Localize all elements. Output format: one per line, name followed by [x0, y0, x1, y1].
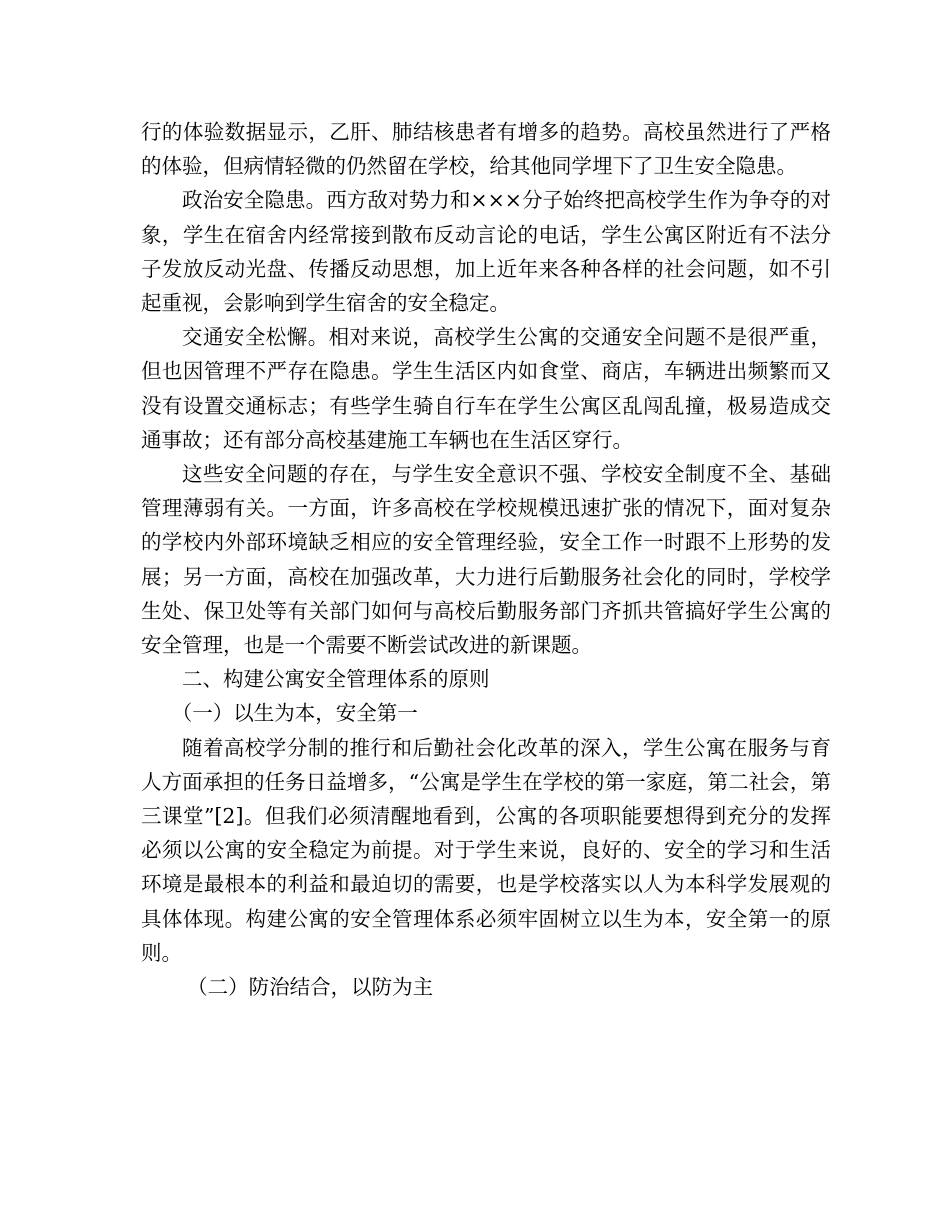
document-page — [141, 0, 831, 1230]
paragraph-traffic-risks: 交通安全松懈。相对来说，高校学生公寓的交通安全问题不是很严重，但也因管理不严存在隐患。学生生活区内如食堂、商店，车辆进出频繁而又没有设置交通标志；有些学生骑自行车在学生公寓区乱闯乱撞，极易造成交通事故；还有部分高校基建施工车辆也在生活区穿行。 — [141, 325, 831, 452]
paragraph-causes: 这些安全问题的存在，与学生安全意识不强、学校安全制度不全、基础管理薄弱有关。一方面，许多高校在学校规模迅速扩张的情况下，面对复杂的学校内外部环境缺乏相应的安全管理经验，安全工作一时跟不上形势的发展；另一方面，高校在加强改革，大力进行后勤服务社会化的同时，学校学生处、保卫处等有关部门如何与高校后勤服务部门齐抓共管搞好学生公寓的安全管理，也是一个需要不断尝试改进的新课题。 — [141, 462, 831, 658]
paragraph-health-risks: 行的体验数据显示，乙肝、肺结核患者有增多的趋势。高校虽然进行了严格的体验，但病情轻微的仍然留在学校，给其他同学埋下了卫生安全隐患。 — [141, 120, 831, 179]
subsection-heading-1: （一）以生为本，安全第一 — [171, 701, 418, 726]
paragraph-student-first: 随着高校学分制的推行和后勤社会化改革的深入，学生公寓在服务与育人方面承担的任务日益增多，“公寓是学生在学校的第一家庭，第二社会，第三课堂”[2]。但我们必须清醒地看到，公寓的各项职能要想得到充分的发挥必须以公寓的安全稳定为前提。对于学生来说，良好的、安全的学习和生活环境是最根本的利益和最迫切的需要，也是学校落实以人为本科学发展观的具体体现。构建公寓的安全管理体系必须牢固树立以生为本，安全第一的原则。 — [141, 735, 831, 965]
paragraph-political-risks: 政治安全隐患。西方敌对势力和×××分子始终把高校学生作为争夺的对象，学生在宿舍内经常接到散布反动言论的电话，学生公寓区附近有不法分子发放反动光盘、传播反动思想，加上近年来各种各样的社会问题，如不引起重视，会影响到学生宿舍的安全稳定。 — [141, 188, 831, 316]
section-heading: 二、构建公寓安全管理体系的原则 — [182, 667, 490, 692]
subsection-heading-2: （二）防治结合，以防为主 — [187, 975, 434, 1000]
